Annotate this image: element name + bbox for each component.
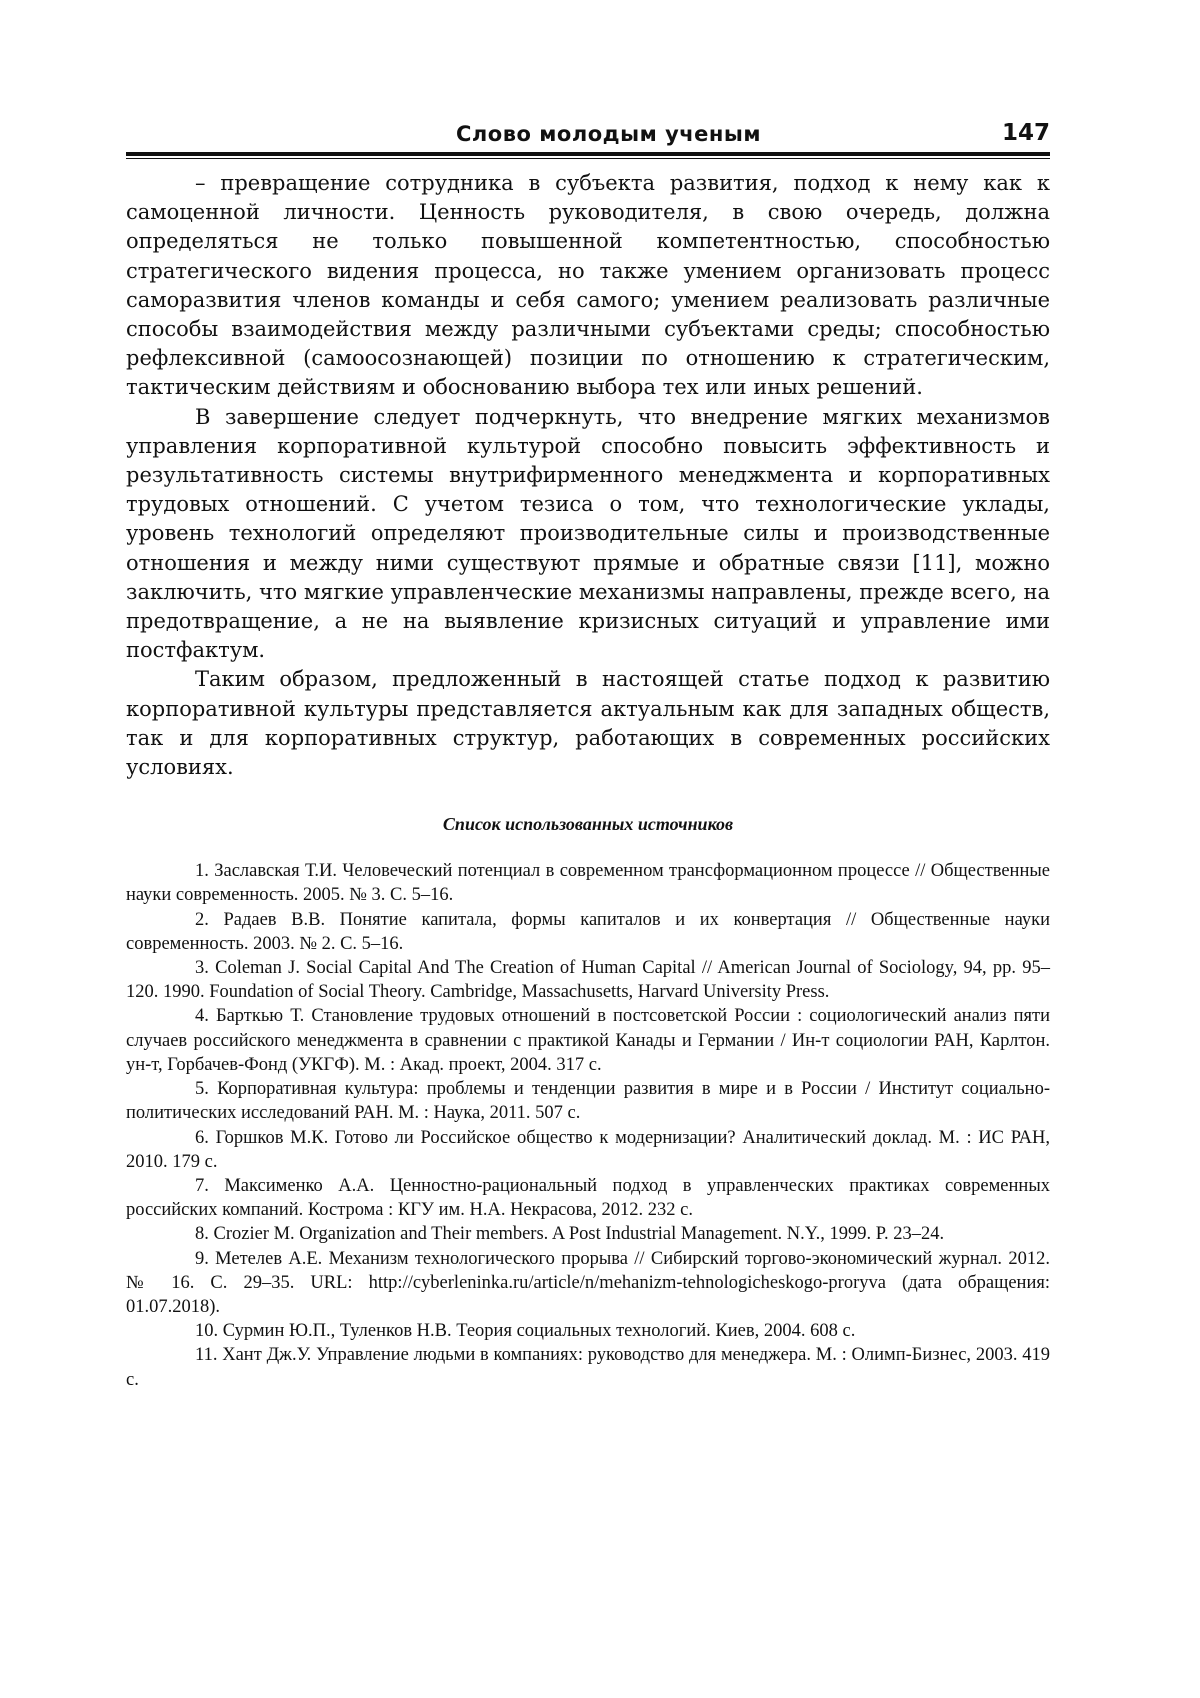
body-paragraph: В завершение следует подчеркнуть, что внедрение мягких механизмов управления корпоративной культурой способно повысить эффективность и результативность системы внутрифирменного менеджмента и корпоративных трудовых отношений. С учетом тезиса о том, что технологические уклады, уровень технологий определяют производительные силы и производственные отношения и между ними существуют прямые и обратные связи [11], можно заключить, что мягкие управленческие механизмы направлены, прежде всего, на предотвращение, а не на выявление кризисных ситуаций и управление ими постфактум.: [126, 404, 1050, 663]
reference-item: 1. Заславская Т.И. Человеческий потенциал в современном трансформационном процессе // Общественные науки современность. 2005. № 3. С. 5–16.: [126, 861, 1050, 906]
reference-item: 2. Радаев В.В. Понятие капитала, формы капиталов и их конвертация // Общественные науки современность. 2003. № 2. С. 5–16.: [126, 909, 1050, 954]
journal-page: [126, 118, 1050, 1392]
reference-item: 7. Максименко А.А. Ценностно-рациональный подход в управленческих практиках современных российских компаний. Кострома : КГУ им. Н.А. Некрасова, 2012. 232 с.: [126, 1175, 1050, 1221]
reference-item: 6. Горшков М.К. Готово ли Российское общество к модернизации? Аналитический доклад. М. : ИС РАН, 2010. 179 с.: [126, 1127, 1050, 1172]
reference-item: 3. Coleman J. Social Capital And The Creation of Human Capital // American Journal of Sociology, 94, pp. 95–120. 1990. Foundation of Social Theory. Cambridge, Massachusetts, Harvard University Press.: [126, 958, 1050, 1003]
header-rule-thin: [126, 158, 1050, 159]
body-paragraph: – превращение сотрудника в субъекта развития, подход к нему как к самоценной личности. Ценность руководителя, в свою очередь, должна определяться не только повышенной компетентностью, способностью стратегического видения процесса, но также умением организовать процесс саморазвития членов команды и себя самого; умением реализовать различные способы взаимодействия между различными субъектами среды; способностью рефлексивной (самоосознающей) позиции по отношению к стратегическим, тактическим действиям и обоснованию выбора тех или иных решений.: [126, 171, 1050, 400]
reference-item: 4. Барткью Т. Становление трудовых отношений в постсоветской России : социологический анализ пяти случаев российского менеджмента в сравнении с практикой Канады и Германии / Ин-т социологии РАН, Карлтон. ун-т, Горбачев-Фонд (УКГФ). М. : Акад. проект, 2004. 317 с.: [126, 1006, 1050, 1075]
reference-item: 9. Метелев А.Е. Механизм технологического прорыва // Сибирский торгово-экономический журнал. 2012. № 16. С. 29–35. URL: http://cyberleninka.ru/article/n/mehanizm-tehnologicheskogo-proryva (дата обращения: 01.07.2018).: [126, 1248, 1050, 1317]
reference-item: 10. Сурмин Ю.П., Туленков Н.В. Теория социальных технологий. Киев, 2004. 608 с.: [195, 1321, 856, 1342]
page-number: 147: [1001, 120, 1050, 146]
references-list: [126, 859, 1050, 1391]
running-head: [126, 118, 1050, 152]
reference-item: 5. Корпоративная культура: проблемы и тенденции развития в мире и в России / Институт социально-политических исследований РАН. М. : Наука, 2011. 507 с.: [126, 1079, 1050, 1124]
body-paragraph: Таким образом, предложенный в настоящей статье подход к развитию корпоративной культуры представляется актуальным как для западных обществ, так и для корпоративных структур, работающих в современных российских условиях.: [126, 667, 1050, 780]
reference-item: 11. Хант Дж.У. Управление людьми в компаниях: руководство для менеджера. М. : Олимп-Бизнес, 2003. 419 с.: [126, 1345, 1050, 1390]
references-title: Список использованных источников: [442, 814, 734, 835]
reference-item: 8. Crozier M. Organization and Their members. A Post Industrial Management. N.Y., 1999. P. 23–24.: [195, 1224, 945, 1245]
section-title: Слово молодым ученым: [456, 122, 762, 146]
article-body: [126, 169, 1050, 782]
